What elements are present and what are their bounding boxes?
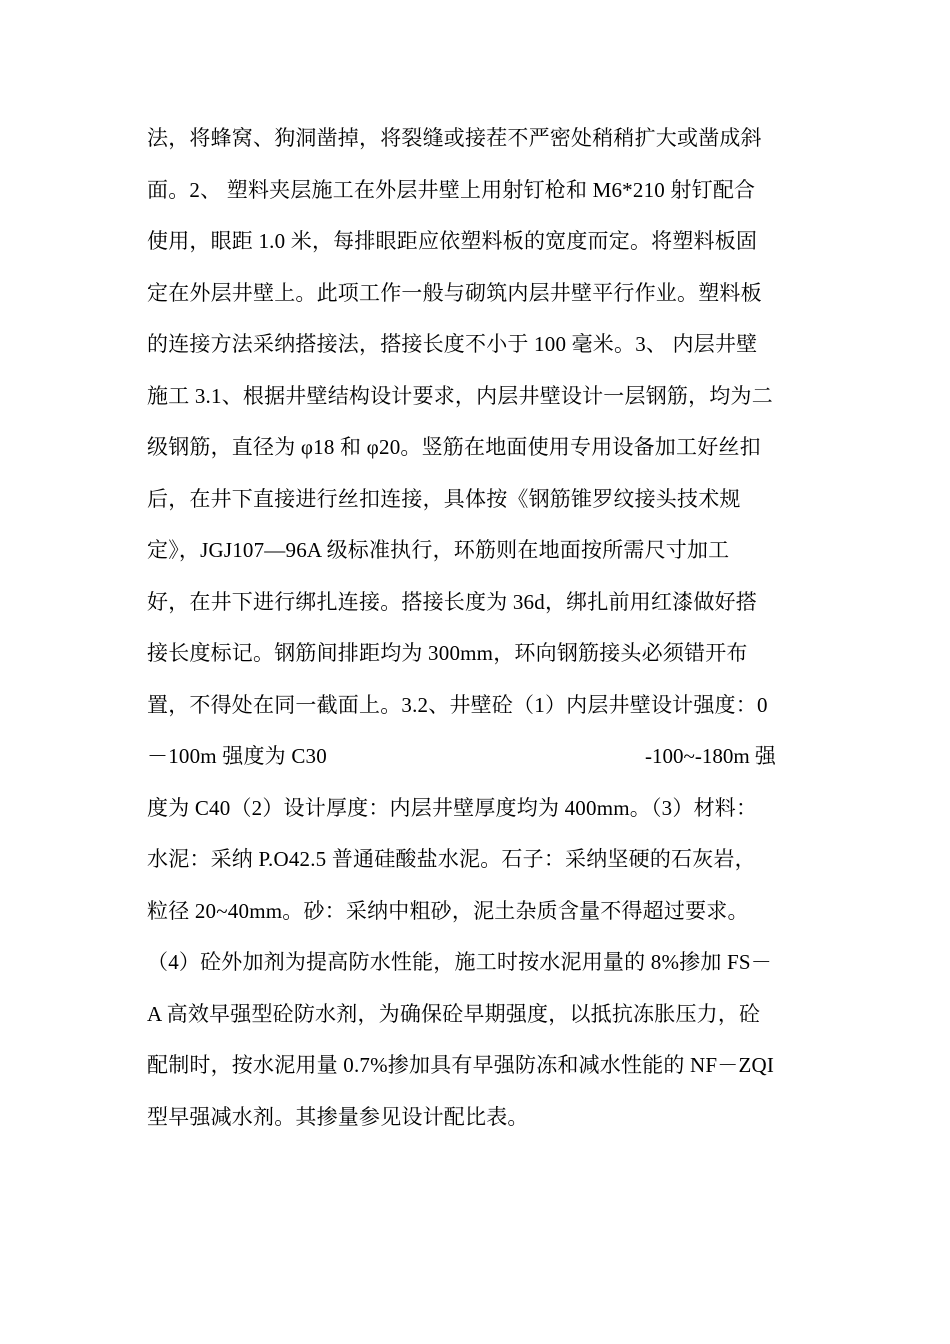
text-line: 度为 C40（2）设计厚度：内层井壁厚度均为 400mm。（3）材料：	[147, 796, 758, 820]
text-line: 水泥：采纳 P.O42.5 普通硅酸盐水泥。石子：采纳坚硬的石灰岩，	[147, 847, 756, 871]
text-line: 的连接方法采纳搭接法，搭接长度不小于 100 毫米。3、 内层井壁	[147, 332, 758, 356]
text-line: 面。2、 塑料夹层施工在外层井壁上用射钉枪和 M6*210 射钉配合	[147, 178, 756, 202]
text-line: 型早强减水剂。其掺量参见设计配比表。	[147, 1105, 529, 1129]
text-line: 粒径 20~40mm。砂：采纳中粗砂，泥土杂质含量不得超过要求。	[147, 899, 749, 923]
text-line: 定》，JGJ107—96A 级标准执行，环筋则在地面按所需尺寸加工	[147, 538, 730, 562]
text-line: 施工 3.1、根据井壁结构设计要求，内层井壁设计一层钢筋，均为二	[147, 384, 773, 408]
text-line: 后，在井下直接进行丝扣连接，具体按《钢筋锥罗纹接头技术规	[147, 487, 741, 511]
text-line: 定在外层井壁上。此项工作一般与砌筑内层井壁平行作业。塑料板	[147, 281, 762, 305]
text-line: （4）砼外加剂为提高防水性能，施工时按水泥用量的 8%掺加 FS－	[147, 950, 772, 974]
text-line: A 高效早强型砼防水剂，为确保砼早期强度，以抵抗冻胀压力，砼	[147, 1002, 761, 1026]
text-line: 使用，眼距 1.0 米，每排眼距应依塑料板的宽度而定。将塑料板固	[147, 229, 758, 253]
text-line: 级钢筋，直径为 φ18 和 φ20。竖筋在地面使用专用设备加工好丝扣	[147, 435, 761, 459]
text-line: 配制时，按水泥用量 0.7%掺加具有早强防冻和减水性能的 NF－ZQI	[147, 1053, 775, 1077]
text-line: 好，在井下进行绑扎连接。搭接长度为 36d，绑扎前用红漆做好搭	[147, 590, 757, 614]
text-line-right-part: -100~-180m 强	[645, 744, 776, 768]
text-line: 接长度标记。钢筋间排距均为 300mm，环向钢筋接头必须错开布	[147, 641, 748, 665]
text-line: 置，不得处在同一截面上。3.2、井壁砼（1）内层井壁设计强度：0	[147, 693, 768, 717]
text-line: －100m 强度为 C30	[147, 744, 327, 768]
text-line: 法，将蜂窝、狗洞凿掉，将裂缝或接茬不严密处稍稍扩大或凿成斜	[147, 126, 762, 150]
